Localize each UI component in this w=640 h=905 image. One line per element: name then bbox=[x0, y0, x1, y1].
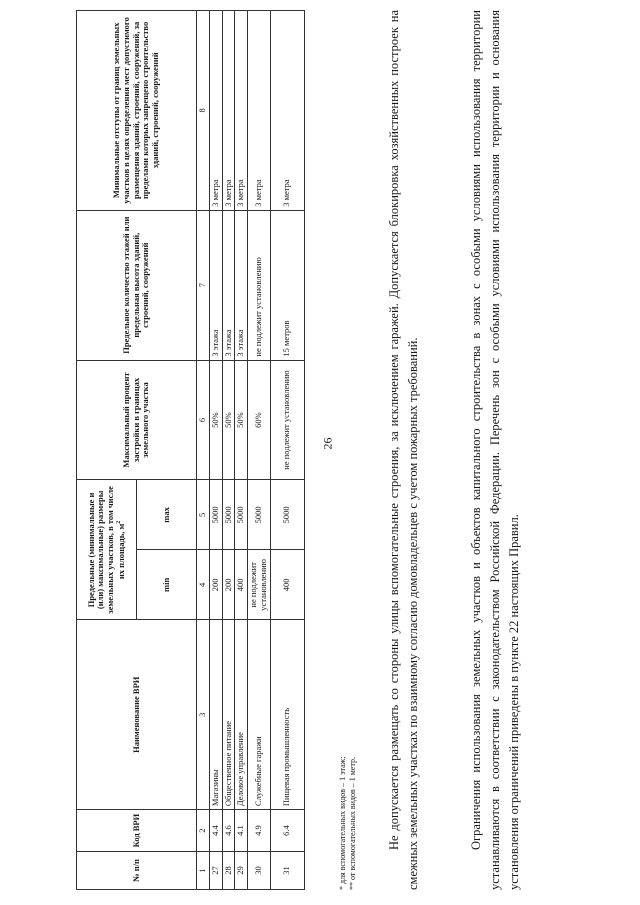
row-min: 400 bbox=[235, 550, 248, 620]
row-code: 4.6 bbox=[222, 810, 235, 852]
header-num: № п/п bbox=[77, 852, 197, 890]
row-percent: 60% bbox=[248, 360, 271, 480]
row-code: 4.9 bbox=[248, 810, 271, 852]
header-row bbox=[77, 11, 137, 890]
index-cell: 8 bbox=[197, 11, 210, 211]
row-num: 27 bbox=[209, 852, 222, 890]
row-max: 5000 bbox=[209, 480, 222, 550]
row-percent: 50% bbox=[222, 360, 235, 480]
table-row bbox=[235, 11, 248, 890]
note-line: * для вспомогательных видов – 1 этаж; bbox=[338, 756, 347, 890]
header-percent: Максимальный процент застройки в границах земельного участка bbox=[77, 360, 197, 480]
table-row bbox=[248, 11, 271, 890]
index-cell: 5 bbox=[197, 480, 210, 550]
page-number: 26 bbox=[320, 437, 335, 450]
header-floors: Предельное количество этажей или предельная высота зданий, строений, сооружений bbox=[77, 210, 197, 360]
paragraph-restrictions: Ограничения использования земельных участков и объектов капитального строительства в зонах с особыми условиями использования территории устанавливаются в соответствии с законодательством Российской Федерации. Перечень зон с особыми условиями использования территории и основания установления ограничений приведены в пункте 22 настоящих Правил. bbox=[468, 10, 522, 890]
row-floors: 3 этажа bbox=[235, 210, 248, 360]
index-cell: 1 bbox=[197, 852, 210, 890]
row-min: 200 bbox=[209, 550, 222, 620]
index-cell: 7 bbox=[197, 210, 210, 360]
row-num: 29 bbox=[235, 852, 248, 890]
row-floors: не подлежит установлению bbox=[248, 210, 271, 360]
header-code: Код ВРИ bbox=[77, 810, 197, 852]
index-cell: 4 bbox=[197, 550, 210, 620]
row-min: не подлежит установлению bbox=[248, 550, 271, 620]
row-percent: 50% bbox=[209, 360, 222, 480]
regulations-table bbox=[76, 10, 305, 890]
row-max: 5000 bbox=[222, 480, 235, 550]
row-code: 4.1 bbox=[235, 810, 248, 852]
header-name: Наименование ВРИ bbox=[77, 620, 197, 810]
paragraph-outbuildings: Не допускается размещать со стороны улицы вспомогательные строения, за исключением гаражей. Допускается блокировка хозяйственных построек на смежных земельных участках по взаимному согласию домовладельцев с учетом пожарных требований. bbox=[386, 10, 420, 890]
row-percent: не подлежит установлению bbox=[270, 360, 304, 480]
row-floors: 15 метров bbox=[270, 210, 304, 360]
row-percent: 50% bbox=[235, 360, 248, 480]
row-setback: 3 метра bbox=[209, 11, 222, 211]
row-floors: 3 этажа bbox=[209, 210, 222, 360]
table-row bbox=[270, 11, 304, 890]
row-num: 30 bbox=[248, 852, 271, 890]
index-cell: 2 bbox=[197, 810, 210, 852]
row-setback: 3 метра bbox=[235, 11, 248, 211]
header-area-text: Предельные (минимальные и (или) максимальные) размеры земельных участков, в том числе их площадь, м bbox=[85, 486, 126, 614]
header-max: max bbox=[137, 480, 197, 550]
header-area bbox=[77, 480, 137, 620]
header-area-sup: 2 bbox=[115, 520, 122, 524]
row-name: Деловое управление bbox=[235, 620, 248, 810]
rotated-content bbox=[76, 10, 556, 890]
row-max: 5000 bbox=[270, 480, 304, 550]
row-max: 5000 bbox=[248, 480, 271, 550]
row-min: 200 bbox=[222, 550, 235, 620]
header-min: min bbox=[137, 550, 197, 620]
row-name: Пищевая промышленность bbox=[270, 620, 304, 810]
header-setback: Минимальные отступы от границ земельных участков в целях определения мест допустимого размещения зданий, строений, сооружений, за пределами которых запрещено строительство зданий, строений, сооружений bbox=[77, 11, 197, 211]
row-num: 31 bbox=[270, 852, 304, 890]
row-name: Служебные гаражи bbox=[248, 620, 271, 810]
table-row bbox=[222, 11, 235, 890]
index-cell: 6 bbox=[197, 360, 210, 480]
row-code: 4.4 bbox=[209, 810, 222, 852]
row-setback: 3 метра bbox=[222, 11, 235, 211]
table-notes bbox=[338, 757, 359, 890]
table-row bbox=[209, 11, 222, 890]
note-line: ** от вспомогательных видов – 1 метр. bbox=[348, 757, 358, 890]
row-code: 6.4 bbox=[270, 810, 304, 852]
index-cell: 3 bbox=[197, 620, 210, 810]
row-max: 5000 bbox=[235, 480, 248, 550]
index-row bbox=[197, 11, 210, 890]
row-name: Общественное питание bbox=[222, 620, 235, 810]
row-num: 28 bbox=[222, 852, 235, 890]
row-setback: 3 метра bbox=[248, 11, 271, 211]
row-floors: 3 этажа bbox=[222, 210, 235, 360]
row-min: 400 bbox=[270, 550, 304, 620]
row-name: Магазины bbox=[209, 620, 222, 810]
row-setback: 3 метра bbox=[270, 11, 304, 211]
